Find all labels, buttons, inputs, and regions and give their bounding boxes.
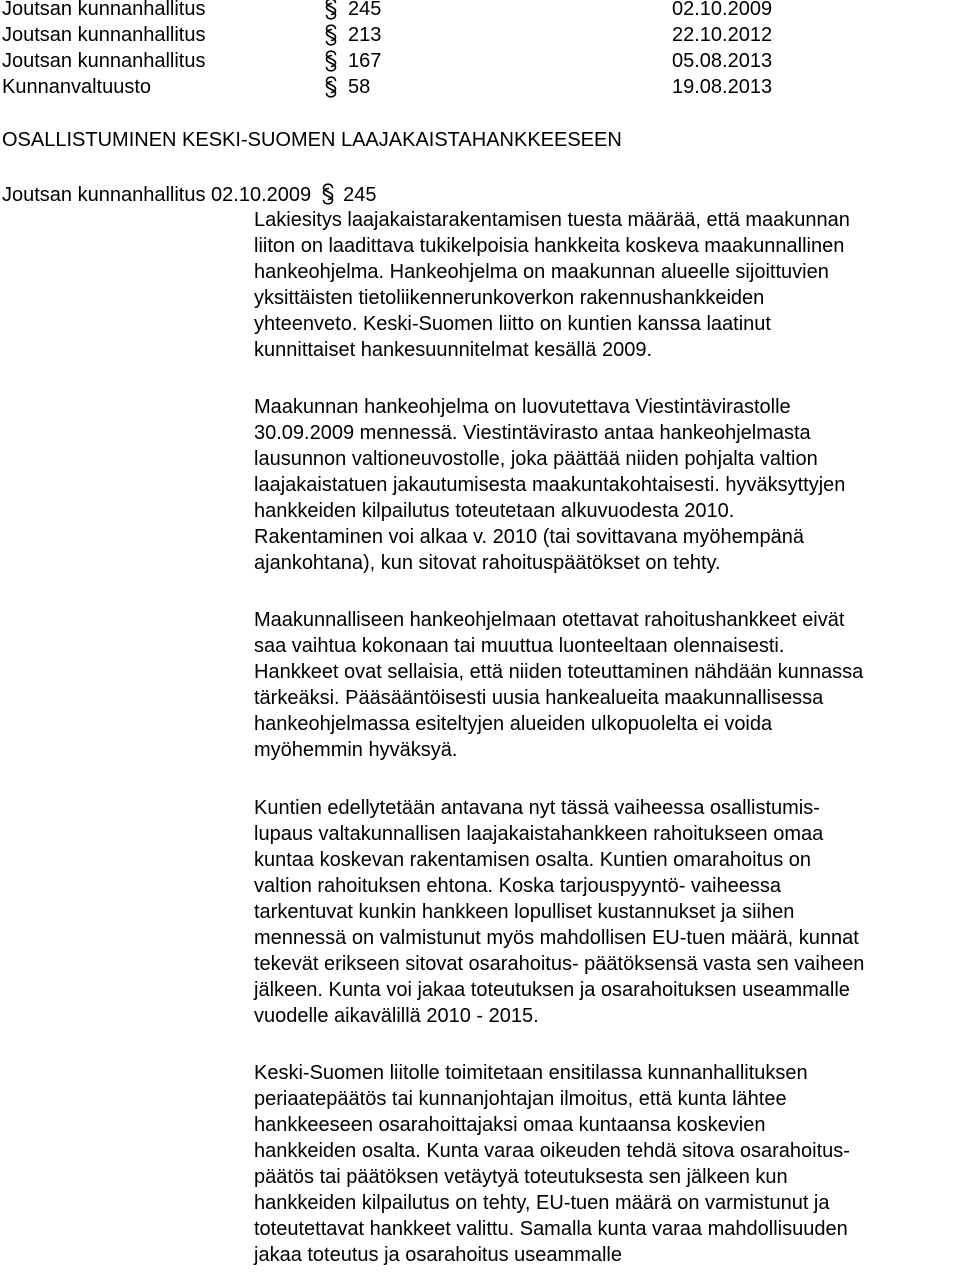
text-line: päätös tai päätöksen vetäytyä toteutuksesta sen jälkeen kun xyxy=(254,1166,788,1188)
text-line: Maakunnalliseen hankeohjelmaan otettavat rahoitushankkeet eivät xyxy=(254,609,845,631)
history-row xyxy=(0,74,960,100)
text-line: tarkentuvat kunkin hankkeen lopulliset kustannukset ja siihen xyxy=(254,901,795,923)
text-line: yksittäisten tietoliikennerunkoverkon rakennushankkeiden xyxy=(254,287,765,309)
text-line: hankkeeseen osarahoittajaksi omaa kuntaansa koskevien xyxy=(254,1114,766,1136)
history-section-number: 245 xyxy=(348,0,382,20)
text-line: kuntaa koskevan rakentamisen osalta. Kuntien omarahoitus on xyxy=(254,849,812,871)
text-line: Rakentaminen voi alkaa v. 2010 (tai sovittavana myöhempänä xyxy=(254,526,804,548)
section-sign-icon xyxy=(322,24,340,46)
history-body: Joutsan kunnanhallitus xyxy=(2,0,206,20)
text-line: hankeohjelma. Hankeohjelma on maakunnan alueelle sijoittuvien xyxy=(254,261,829,283)
text-line: Keski-Suomen liitolle toimitetaan ensitilassa kunnanhallituksen xyxy=(254,1062,808,1084)
text-line: Hankkeet ovat sellaisia, että niiden toteuttaminen nähdään kunnassa xyxy=(254,661,864,683)
document-heading: OSALLISTUMINEN KESKI-SUOMEN LAAJAKAISTAHANKKEESEEN xyxy=(2,129,622,151)
history-section-number: 213 xyxy=(348,24,382,46)
history-section-number: 58 xyxy=(348,76,371,98)
meeting-section-number: 245 xyxy=(343,184,377,206)
text-line: vuodelle aikavälillä 2010 - 2015. xyxy=(254,1005,539,1027)
text-line: saa vaihtua kokonaan tai muuttua luonteeltaan olennaisesti. xyxy=(254,635,785,657)
text-line: lausunnon valtioneuvostolle, joka päättää niiden pohjalta valtion xyxy=(254,448,818,470)
history-date: 19.08.2013 xyxy=(672,76,773,98)
text-line: laajakaistatuen jakautumisesta maakuntakohtaisesti. hyväksyttyjen xyxy=(254,474,846,496)
meeting-body-date: Joutsan kunnanhallitus 02.10.2009 xyxy=(2,184,312,206)
text-line: lupaus valtakunnallisen laajakaistahankkeen rahoitukseen omaa xyxy=(254,823,824,845)
text-line: tekevät erikseen sitovat osarahoitus- päätöksensä vasta sen vaiheen xyxy=(254,953,865,975)
history-body: Kunnanvaltuusto xyxy=(2,76,152,98)
history-section-number: 167 xyxy=(348,50,382,72)
text-line: mennessä on valmistunut myös mahdollisen EU-tuen määrä, kunnat xyxy=(254,927,859,949)
text-line: ajankohtana), kun sitovat rahoituspäätökset on tehty. xyxy=(254,552,721,574)
text-line: yhteenveto. Keski-Suomen liitto on kuntien kanssa laatinut xyxy=(254,313,771,335)
section-sign-icon xyxy=(322,50,340,72)
history-body: Joutsan kunnanhallitus xyxy=(2,24,206,46)
history-body: Joutsan kunnanhallitus xyxy=(2,50,206,72)
text-line: periaatepäätös tai kunnanjohtajan ilmoitus, että kunta lähtee xyxy=(254,1088,787,1110)
history-date: 22.10.2012 xyxy=(672,24,773,46)
text-line: 30.09.2009 mennessä. Viestintävirasto antaa hankeohjelmasta xyxy=(254,422,811,444)
text-line: hankkeiden osalta. Kunta varaa oikeuden tehdä sitova osarahoitus- xyxy=(254,1140,850,1162)
text-line: Kuntien edellytetään antavana nyt tässä vaiheessa osallistumis- xyxy=(254,797,820,819)
meeting-reference xyxy=(2,182,377,208)
text-line: Maakunnan hankeohjelma on luovutettava Viestintävirastolle xyxy=(254,396,791,418)
text-line: myöhemmin hyväksyä. xyxy=(254,739,458,761)
text-line: hankkeiden kilpailutus toteutetaan alkuvuodesta 2010. xyxy=(254,500,735,522)
history-row xyxy=(0,48,960,74)
text-line: jälkeen. Kunta voi jakaa toteutuksen ja osarahoituksen useammalle xyxy=(254,979,850,1001)
section-sign-icon xyxy=(322,0,340,20)
text-line: toteutettavat hankkeet valittu. Samalla kunta varaa mahdollisuuden xyxy=(254,1218,848,1240)
history-row xyxy=(0,0,960,22)
section-sign-icon xyxy=(322,76,340,98)
history-date: 02.10.2009 xyxy=(672,0,773,20)
section-sign-icon xyxy=(319,183,337,205)
text-line: hankeohjelmassa esiteltyjen alueiden ulkopuolelta ei voida xyxy=(254,713,773,735)
text-line: liiton on laadittava tukikelpoisia hankkeita koskeva maakunnallinen xyxy=(254,235,845,257)
history-date: 05.08.2013 xyxy=(672,50,773,72)
text-line: kunnittaiset hankesuunnitelmat kesällä 2009. xyxy=(254,339,653,361)
text-line: Lakiesitys laajakaistarakentamisen tuesta määrää, että maakunnan xyxy=(254,209,850,231)
text-line: hankkeiden kilpailutus on tehty, EU-tuen määrä on varmistunut ja xyxy=(254,1192,830,1214)
history-row xyxy=(0,22,960,48)
text-line: tärkeäksi. Pääsääntöisesti uusia hankealueita maakunnallisessa xyxy=(254,687,824,709)
text-line: valtion rahoituksen ehtona. Koska tarjouspyyntö- vaiheessa xyxy=(254,875,781,897)
text-line: jakaa toteutus ja osarahoitus useammalle xyxy=(254,1244,622,1266)
